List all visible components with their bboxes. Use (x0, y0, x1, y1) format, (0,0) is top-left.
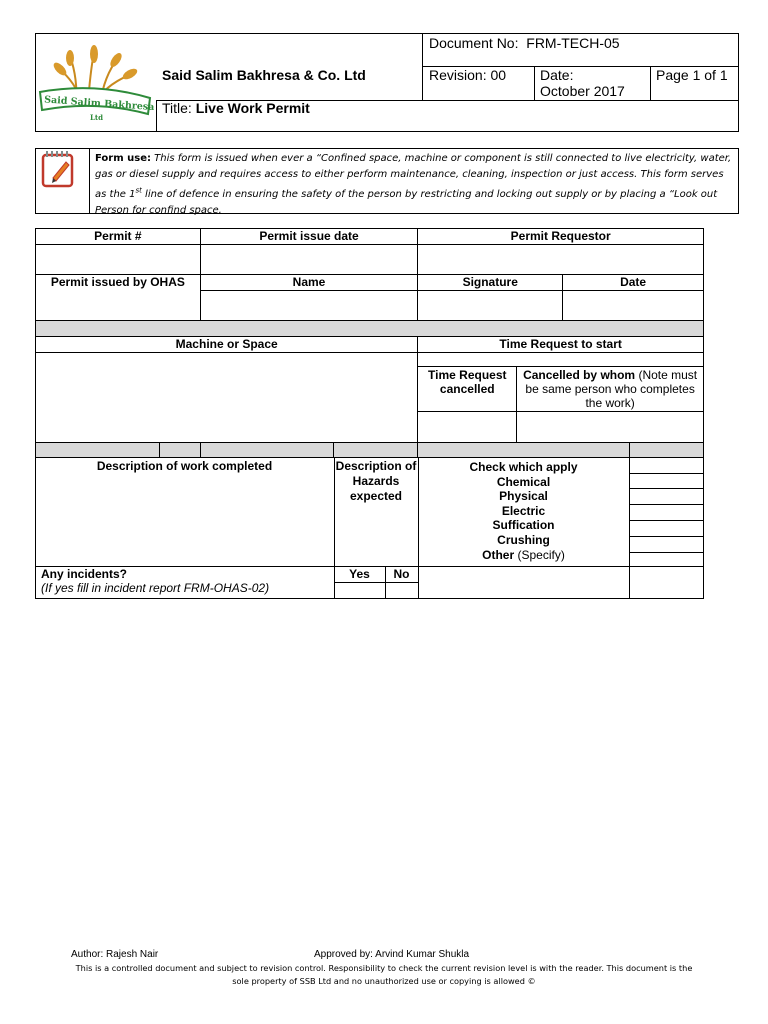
cancelled-by-whom-field[interactable] (517, 412, 704, 443)
form-use-superscript: st (135, 187, 142, 195)
hazard-crushing: Crushing (497, 532, 550, 547)
author: Author: Rajesh Nair (71, 949, 159, 960)
hazard-checklist (418, 460, 629, 562)
company-logo (36, 34, 156, 132)
signature-field[interactable] (418, 291, 563, 321)
name-header: Name (200, 275, 418, 291)
form-use-box (35, 148, 739, 217)
hazard-physical: Physical (499, 489, 548, 504)
time-request-cancelled-label: Time Request cancelled (418, 367, 517, 412)
hazard-electric: Electric (501, 503, 546, 518)
form-use-text-part2: line of defence in ensuring the safety of the person by restricting and locking out supply or by placing a “Look out Person for confind space. (95, 189, 718, 217)
machine-or-space-header: Machine or Space (36, 337, 418, 353)
cancelled-by-whom-note: (Note must be same person who completes the work) (525, 368, 698, 410)
cancelled-by-whom-title: Cancelled by whom (523, 368, 636, 382)
permit-number-field[interactable] (36, 245, 201, 275)
no-option[interactable]: No (393, 567, 410, 581)
footer-disclaimer (60, 962, 708, 988)
signature-header: Signature (418, 275, 563, 291)
document-header (35, 33, 739, 132)
permit-requestor-header: Permit Requestor (418, 229, 704, 245)
date-header: Date (563, 275, 704, 291)
cancelled-by-whom-label (517, 367, 704, 412)
time-request-start-header: Time Request to start (418, 337, 704, 353)
gray-cell (334, 443, 418, 458)
description-hazards-header: Description of Hazards expected (335, 459, 417, 503)
date-field[interactable] (563, 291, 704, 321)
gray-cell (200, 443, 334, 458)
permit-requestor-field[interactable] (418, 245, 704, 275)
footer-line-1: This is a controlled document and subject to revision control. Responsibility to check the current revision level is with the reader. This document is the (75, 963, 693, 973)
hazard-other (418, 548, 629, 563)
hazard-other-label: Other (482, 547, 515, 562)
permit-issue-date-header: Permit issue date (200, 229, 418, 245)
permit-issue-date-field[interactable] (200, 245, 418, 275)
permit-issued-by-label: Permit issued by OHAS (36, 275, 201, 321)
hazard-other-specify: (Specify) (517, 547, 565, 562)
machine-or-space-field[interactable] (36, 353, 418, 443)
form-use-label: Form use: (95, 153, 151, 164)
hazard-suffication: Suffication (492, 518, 555, 533)
permit-table (35, 228, 704, 458)
form-use-text (95, 151, 735, 219)
title-label: Title: (162, 100, 192, 116)
check-which-apply-label: Check which apply (469, 460, 578, 474)
incident-note: (If yes fill in incident report FRM-OHAS-02) (41, 581, 270, 595)
revision: Revision: 00 (429, 67, 507, 83)
document-no-label: Document No: (429, 35, 519, 51)
gray-cell (159, 443, 200, 458)
document-no-value: FRM-TECH-05 (526, 35, 620, 51)
logo-subtext: Ltd (90, 113, 104, 122)
name-field[interactable] (200, 291, 418, 321)
form-use-text-part1: This form is issued when ever a “Confined space, machine or component is still connected to live electricity, water, gas or diesel supply and requires access to either perform maintenance, cleaning, inspection or just access. This form serves as the 1 (95, 153, 732, 201)
wheat-logo-icon (36, 34, 154, 132)
notepad-icon (36, 150, 90, 190)
approved-by: Approved by: Arvind Kumar Shukla (314, 949, 470, 960)
hazards-section (35, 458, 704, 598)
time-request-cancelled-field[interactable] (418, 412, 517, 443)
section-divider (36, 321, 704, 337)
gray-cell (36, 443, 160, 458)
time-request-start-field[interactable] (418, 353, 704, 367)
form-icon-cell (36, 149, 90, 213)
form-title (162, 100, 310, 116)
title-value: Live Work Permit (195, 100, 310, 116)
logo-text: Said Salim Bakhresa (43, 94, 154, 114)
permit-number-header: Permit # (36, 229, 201, 245)
any-incidents-title: Any incidents? (41, 567, 128, 581)
date-value: October 2017 (540, 83, 625, 99)
any-incidents-label (41, 567, 269, 595)
description-work-header: Description of work completed (96, 459, 273, 473)
hazard-chemical: Chemical (496, 474, 551, 489)
document-number (429, 35, 620, 51)
gray-cell (630, 443, 704, 458)
footer-line-2: sole property of SSB Ltd and no unauthorized use or copying is allowed © (232, 976, 536, 986)
company-name: Said Salim Bakhresa & Co. Ltd (162, 67, 366, 83)
yes-option[interactable]: Yes (349, 567, 370, 581)
gray-cell (418, 443, 630, 458)
date-label: Date: (540, 67, 574, 83)
page-number: Page 1 of 1 (656, 67, 728, 83)
